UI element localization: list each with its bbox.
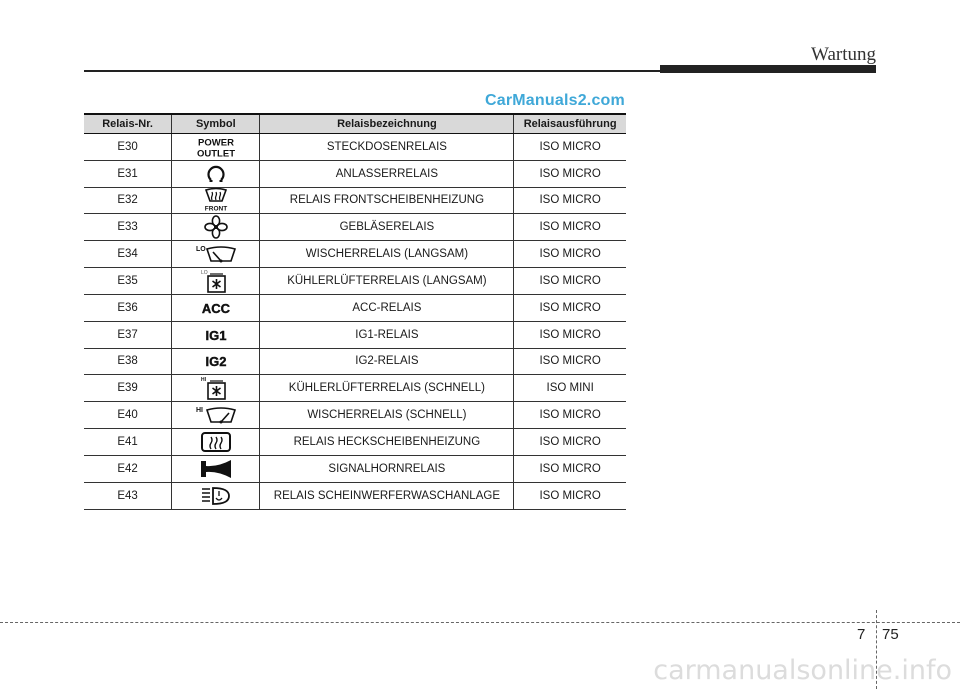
relay-nr: E30	[84, 134, 172, 161]
relay-type: ISO MICRO	[514, 402, 626, 429]
relay-name: ANLASSERRELAIS	[260, 160, 514, 187]
relay-name: WISCHERRELAIS (LANGSAM)	[260, 241, 514, 268]
relay-nr: E32	[84, 187, 172, 214]
relay-name: IG1-RELAIS	[260, 321, 514, 348]
starter-icon	[172, 160, 260, 187]
relay-type: ISO MICRO	[514, 429, 626, 456]
relay-nr: E37	[84, 321, 172, 348]
header-symbol: Symbol	[172, 114, 260, 134]
footer-rule	[0, 622, 960, 623]
relay-nr: E38	[84, 348, 172, 375]
table-row	[84, 348, 626, 375]
relay-name: STECKDOSENRELAIS	[260, 134, 514, 161]
relay-type: ISO MICRO	[514, 134, 626, 161]
relay-table-header	[84, 114, 626, 134]
symbol-text: FRONT	[204, 205, 228, 213]
power-outlet-icon	[172, 134, 260, 161]
ig1-icon	[172, 321, 260, 348]
relay-name: IG2-RELAIS	[260, 348, 514, 375]
watermark-bottom: carmanualsonline.info	[653, 655, 952, 686]
relay-nr: E31	[84, 160, 172, 187]
relay-type: ISO MICRO	[514, 214, 626, 241]
fan-hi-icon	[172, 375, 260, 402]
relay-nr: E34	[84, 241, 172, 268]
symbol-text: ACC	[201, 300, 230, 316]
blower-icon	[172, 214, 260, 241]
table-row	[84, 482, 626, 509]
relay-table-body	[84, 134, 626, 510]
relay-name: ACC-RELAIS	[260, 294, 514, 321]
relay-name: WISCHERRELAIS (SCHNELL)	[260, 402, 514, 429]
relay-name: RELAIS SCHEINWERFERWASCHANLAGE	[260, 482, 514, 509]
table-row	[84, 375, 626, 402]
rear-defrost-icon	[172, 429, 260, 456]
relay-type: ISO MICRO	[514, 294, 626, 321]
relay-nr: E43	[84, 482, 172, 509]
symbol-text: IG1	[205, 327, 227, 343]
relay-name: KÜHLERLÜFTERRELAIS (LANGSAM)	[260, 267, 514, 294]
wiper-hi-icon	[172, 402, 260, 429]
header-relay-nr: Relais-Nr.	[84, 114, 172, 134]
table-row	[84, 160, 626, 187]
relay-nr: E33	[84, 214, 172, 241]
relay-type: ISO MICRO	[514, 160, 626, 187]
watermark-top: CarManuals2.com	[485, 92, 625, 109]
table-row	[84, 214, 626, 241]
table-row	[84, 455, 626, 482]
horn-icon	[172, 455, 260, 482]
acc-icon	[172, 294, 260, 321]
fan-lo-icon	[172, 267, 260, 294]
table-row	[84, 241, 626, 268]
symbol-text: IG2	[205, 354, 227, 370]
symbol-text-2: OUTLET	[196, 148, 235, 158]
relay-type: ISO MICRO	[514, 187, 626, 214]
relay-name: KÜHLERLÜFTERRELAIS (SCHNELL)	[260, 375, 514, 402]
relay-table	[84, 113, 626, 510]
relay-nr: E40	[84, 402, 172, 429]
relay-nr: E42	[84, 455, 172, 482]
header-relay-name: Relaisbezeichnung	[260, 114, 514, 134]
relay-type: ISO MICRO	[514, 267, 626, 294]
header-row	[84, 114, 626, 134]
section-title: Wartung	[811, 44, 876, 65]
ig2-icon	[172, 348, 260, 375]
relay-name: RELAIS HECKSCHEIBENHEIZUNG	[260, 429, 514, 456]
header-rule-accent	[660, 65, 876, 73]
relay-type: ISO MINI	[514, 375, 626, 402]
relay-type: ISO MICRO	[514, 321, 626, 348]
relay-name: GEBLÄSERELAIS	[260, 214, 514, 241]
symbol-text: LO	[200, 269, 208, 276]
table-row	[84, 321, 626, 348]
relay-type: ISO MICRO	[514, 482, 626, 509]
header-relay-type: Relaisausführung	[514, 114, 626, 134]
relay-nr: E39	[84, 375, 172, 402]
table-row	[84, 294, 626, 321]
symbol-text: POWER	[197, 137, 234, 149]
relay-type: ISO MICRO	[514, 348, 626, 375]
wiper-lo-icon	[172, 241, 260, 268]
symbol-text: LO	[195, 246, 206, 254]
table-row	[84, 402, 626, 429]
headlamp-washer-icon	[172, 482, 260, 509]
header-rule	[84, 70, 660, 72]
table-row	[84, 187, 626, 214]
relay-nr: E41	[84, 429, 172, 456]
relay-name: SIGNALHORNRELAIS	[260, 455, 514, 482]
table-row	[84, 267, 626, 294]
symbol-text: HI	[195, 407, 203, 415]
symbol-text: HI	[200, 377, 206, 384]
table-row	[84, 429, 626, 456]
relay-type: ISO MICRO	[514, 455, 626, 482]
relay-nr: E35	[84, 267, 172, 294]
table-row	[84, 134, 626, 161]
front-defrost-icon	[172, 187, 260, 214]
relay-nr: E36	[84, 294, 172, 321]
relay-name: RELAIS FRONTSCHEIBENHEIZUNG	[260, 187, 514, 214]
page-number: 75	[882, 626, 899, 643]
chapter-number: 7	[857, 626, 866, 643]
relay-type: ISO MICRO	[514, 241, 626, 268]
